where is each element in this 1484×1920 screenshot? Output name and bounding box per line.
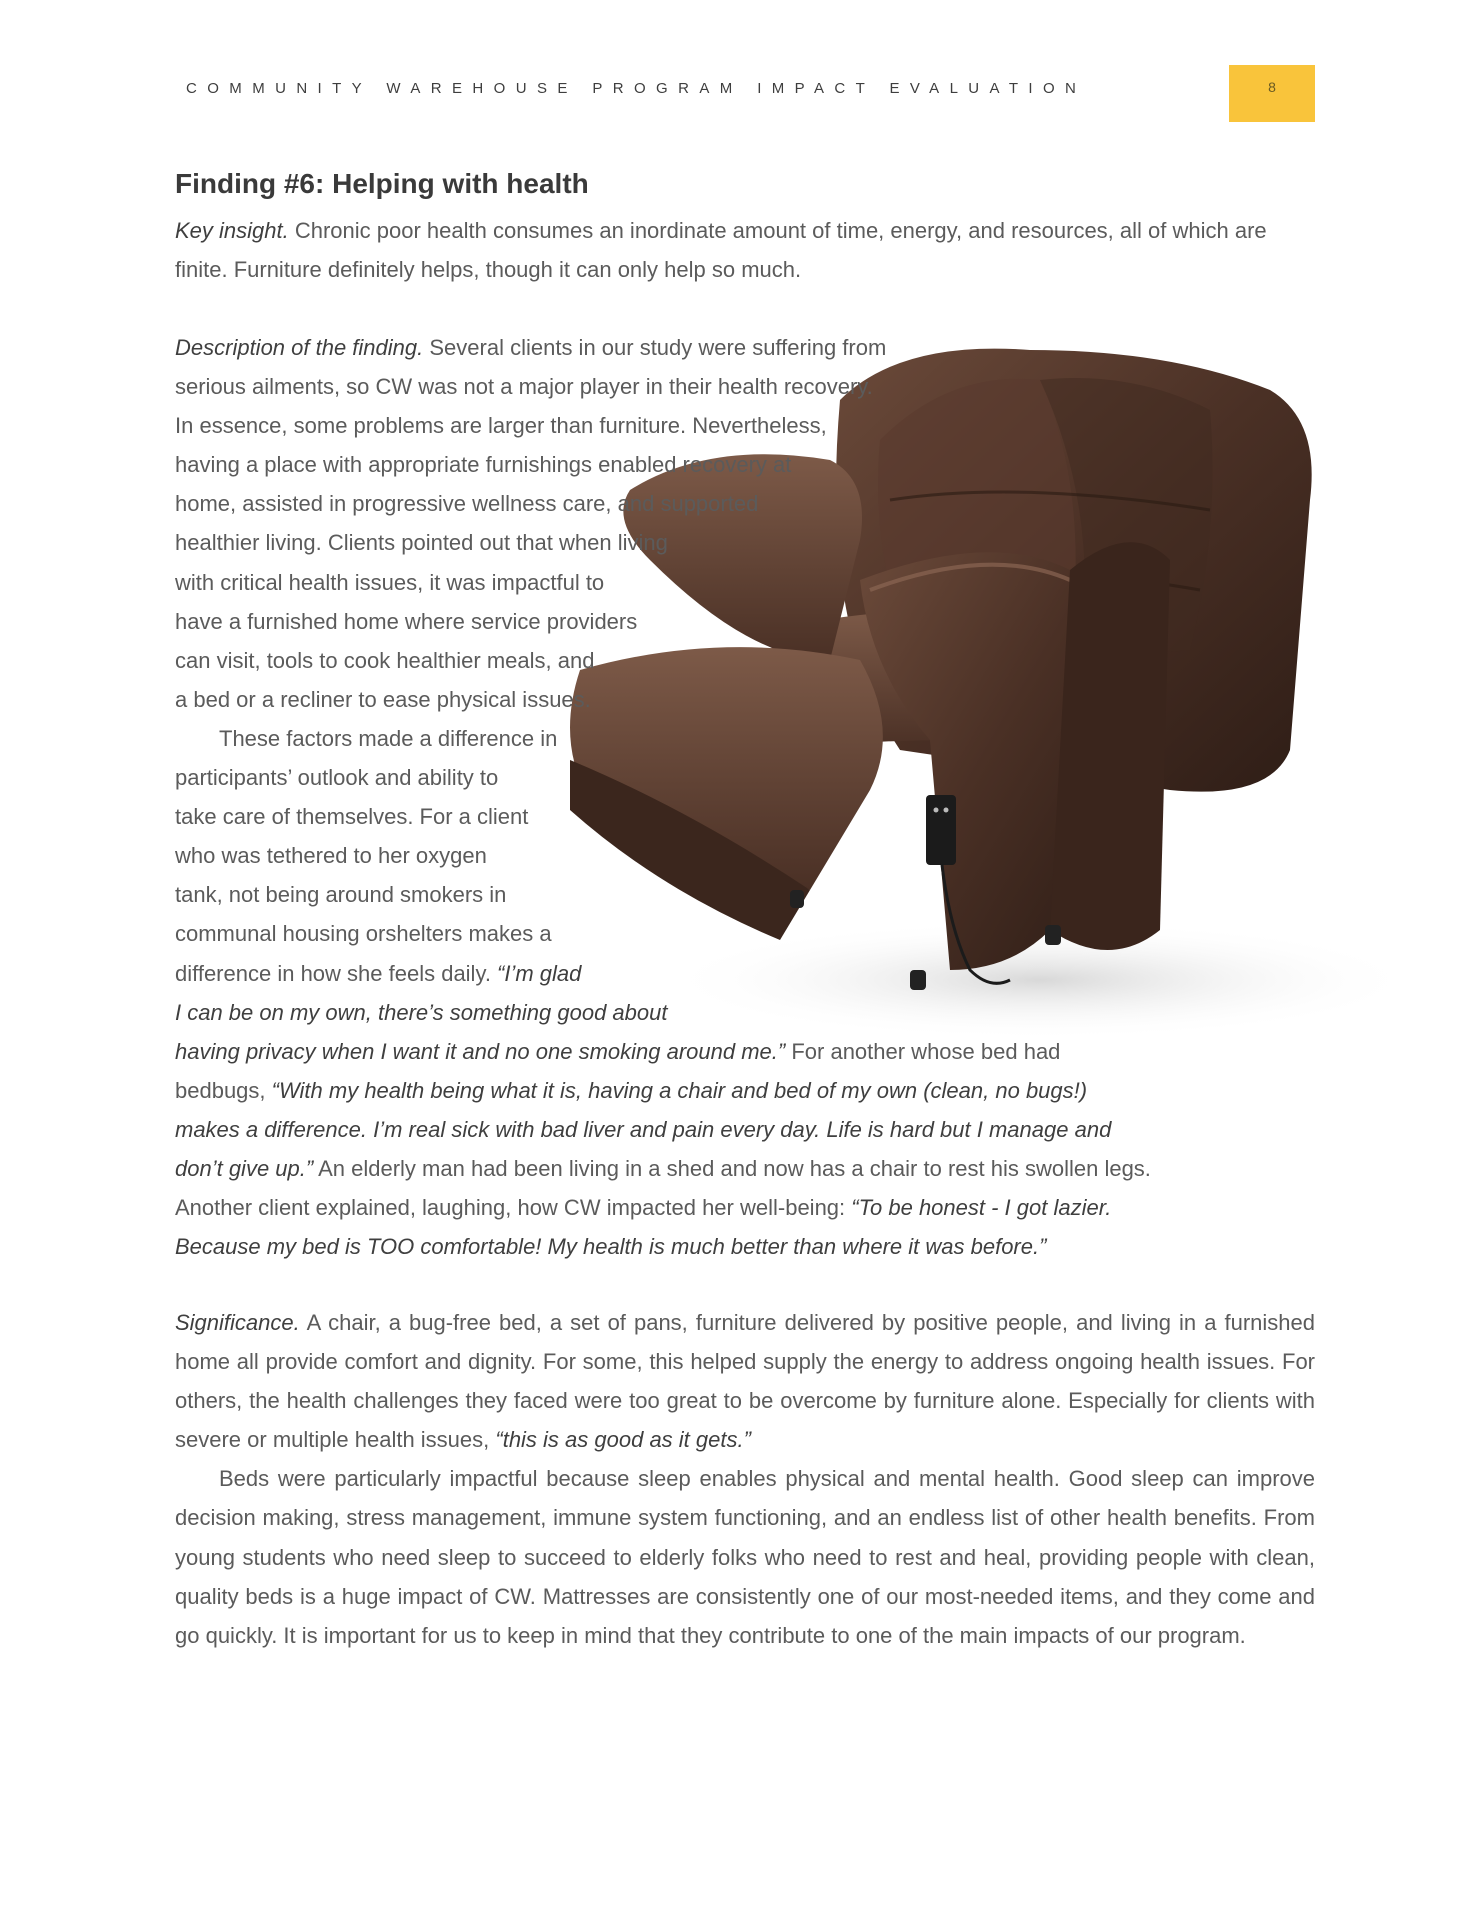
significance-quote: “this is as good as it gets.” — [495, 1427, 751, 1453]
description-line: Several clients in our study were suffering from — [423, 335, 887, 360]
description-line: can visit, tools to cook healthier meals, and — [175, 647, 595, 673]
page-number-badge: 8 — [1229, 65, 1315, 122]
description-text: For another whose bed had — [785, 1038, 1061, 1064]
description-line: communal housing orshelters makes a — [175, 921, 552, 947]
client-quote: having privacy when I want it and no one smoking around me.” — [175, 1038, 786, 1064]
client-quote: “To be honest - I got lazier. — [851, 1195, 1112, 1221]
description-line: home, assisted in progressive wellness care, and supported — [175, 491, 759, 517]
description-line: having a place with appropriate furnishings enabled recovery at — [175, 452, 792, 478]
description-paragraph — [175, 328, 1315, 1266]
client-quote: “With my health being what it is, having a chair and bed of my own (clean, no bugs!) — [271, 1077, 1088, 1103]
key-insight-text: Chronic poor health consumes an inordinate amount of time, energy, and resources, all of which are finite. Furniture definitely helps, though it can only help so much. — [175, 218, 1267, 283]
description-text: An elderly man had been living in a shed and now has a chair to rest his swollen legs. — [313, 1155, 1151, 1181]
key-insight-paragraph — [175, 211, 1315, 289]
description-line: participants’ outlook and ability to — [175, 765, 499, 791]
description-text: difference in how she feels daily. — [175, 960, 498, 986]
description-line: These factors made a difference in — [219, 725, 558, 751]
description-line: serious ailments, so CW was not a major player in their health recovery. — [175, 374, 873, 400]
finding-heading: Finding #6: Helping with health — [175, 168, 589, 199]
description-line: with critical health issues, it was impactful to — [175, 569, 605, 595]
description-line: have a furnished home where service providers — [175, 608, 638, 634]
description-label: Description of the finding. — [175, 335, 424, 360]
description-text: bedbugs, — [175, 1077, 272, 1103]
description-line: a bed or a recliner to ease physical issues. — [175, 686, 591, 712]
description-line: healthier living. Clients pointed out that when living — [175, 530, 668, 556]
description-line: In essence, some problems are larger than furniture. Nevertheless, — [175, 413, 827, 439]
client-quote: don’t give up.” — [175, 1155, 314, 1181]
significance-label: Significance. — [175, 1310, 300, 1335]
description-line: take care of themselves. For a client — [175, 804, 529, 830]
client-quote: Because my bed is TOO comfortable! My health is much better than where it was before.” — [175, 1234, 1047, 1260]
significance-paragraph — [175, 1303, 1315, 1655]
header-title: COMMUNITY WAREHOUSE PROGRAM IMPACT EVALUATION — [186, 80, 1087, 97]
description-text: Another client explained, laughing, how CW impacted her well-being: — [175, 1195, 852, 1221]
significance-text-2: Beds were particularly impactful because sleep enables physical and mental health. Good sleep can improve decision making, stress management, immune system functioning, and an endless list of other health benefits. From young students who need sleep to succeed to elderly folks who need to rest and heal, providing people with clean, quality beds is a huge impact of CW. Mattresses are consistently one of our most-needed items, and they come and go quickly. It is important for us to keep in mind that they contribute to one of the main impacts of our program. — [175, 1466, 1315, 1648]
client-quote: I can be on my own, there’s something good about — [175, 999, 668, 1025]
client-quote: “I’m glad — [497, 960, 582, 986]
significance-text: A chair, a bug-free bed, a set of pans, furniture delivered by positive people, and living in a furnished home all provide comfort and dignity. For some, this helped supply the energy to address ongoing health issues. For others, the health challenges they faced were too great to be overcome by furniture alone. Especially for clients with severe or multiple health issues, — [175, 1310, 1315, 1453]
client-quote: makes a difference. I’m real sick with bad liver and pain every day. Life is hard but I manage and — [175, 1116, 1112, 1142]
description-line: tank, not being around smokers in — [175, 882, 507, 908]
key-insight-label: Key insight. — [175, 218, 289, 243]
description-line: who was tethered to her oxygen — [175, 843, 487, 869]
